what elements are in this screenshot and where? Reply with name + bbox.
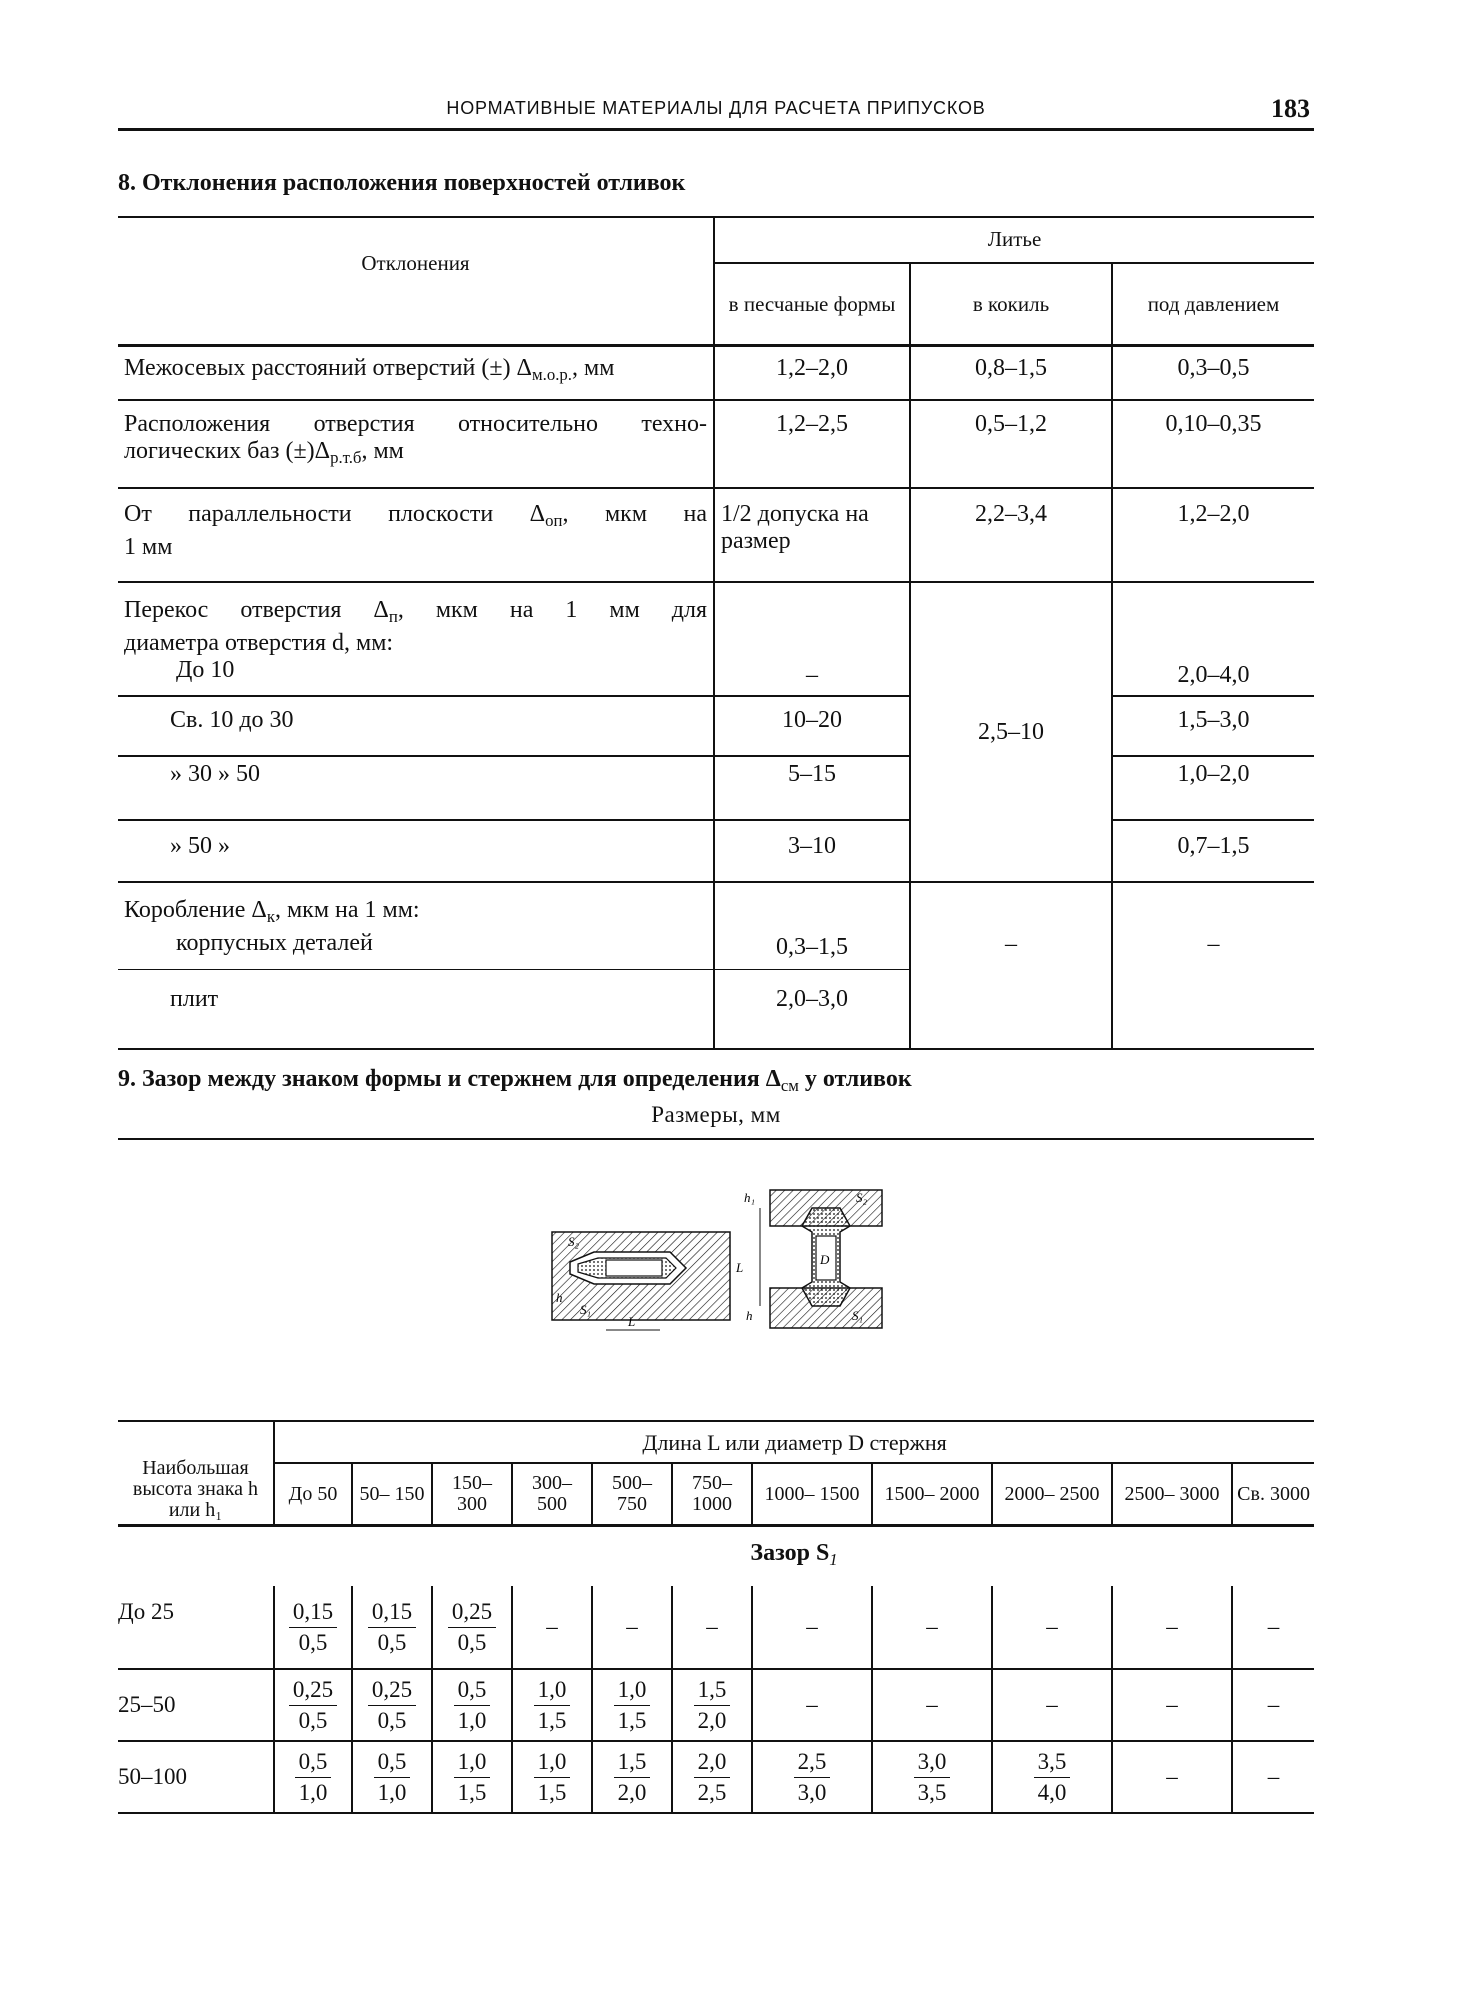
gap-cell — [872, 1669, 992, 1741]
dash: – — [806, 1692, 818, 1718]
gap-value-s1: 0,25 — [289, 1675, 337, 1706]
fraction — [289, 1675, 337, 1736]
cell-pressure: 1,0–2,0 — [1112, 756, 1314, 820]
table-row — [118, 400, 1314, 488]
table9-col-head: До 50 — [288, 1482, 338, 1505]
fraction — [368, 1675, 416, 1736]
row-label — [118, 488, 714, 582]
gap-title-text: Зазор S — [750, 1540, 830, 1566]
row-label: » 30 » 50 — [118, 756, 714, 820]
gap-value-s2: 1,0 — [457, 1707, 487, 1733]
cell-sand: 0,3–1,5 — [714, 882, 910, 970]
gap-value-s1: 2,0 — [694, 1747, 731, 1778]
gap-value-s2: 1,5 — [617, 1707, 647, 1733]
caption-text: у отливок — [798, 1066, 912, 1092]
fraction — [289, 1597, 337, 1658]
table9-gap-title — [274, 1526, 1314, 1587]
fraction — [534, 1747, 571, 1808]
gap-cell — [672, 1741, 752, 1813]
cell-chill: 0,8–1,5 — [910, 346, 1112, 401]
label-text: Коробление Δ — [124, 897, 267, 923]
label-text: Перекос отверстия Δ — [124, 597, 389, 623]
row-label — [118, 400, 714, 488]
label-subscript: п — [388, 607, 398, 627]
fraction — [614, 1675, 651, 1736]
table9-subtitle: Размеры, мм — [651, 1102, 781, 1127]
table-row — [118, 1741, 1314, 1813]
label-text: До 10 — [176, 657, 235, 684]
table-row — [118, 696, 1314, 756]
gap-cell — [432, 1741, 512, 1813]
row-label — [118, 582, 714, 696]
label-subscript: к — [266, 907, 275, 927]
table8-head-chill: в кокиль — [910, 263, 1112, 346]
table-row — [118, 756, 1314, 820]
cell-chill: 0,5–1,2 — [910, 400, 1112, 488]
gap-value-s2: 2,5 — [697, 1779, 727, 1805]
table-row — [118, 346, 1314, 401]
fraction — [1034, 1747, 1071, 1808]
gap-cell — [512, 1669, 592, 1741]
dash: – — [1046, 1614, 1058, 1640]
fraction — [368, 1597, 416, 1658]
table9-caption — [118, 1066, 912, 1096]
table8-head-casting: Литье — [714, 217, 1314, 263]
gap-cell — [992, 1586, 1112, 1669]
dash: – — [1166, 1692, 1178, 1718]
label-text: , мм — [361, 438, 404, 464]
gap-cell — [274, 1669, 352, 1741]
gap-cell — [872, 1741, 992, 1813]
dash: – — [1267, 1764, 1280, 1790]
row-label: Св. 10 до 30 — [118, 696, 714, 756]
gap-cell — [592, 1669, 672, 1741]
gap-value-s2: 1,5 — [457, 1779, 487, 1805]
dash: – — [626, 1614, 638, 1640]
gap-value-s1: 0,5 — [374, 1747, 411, 1778]
gap-value-s1: 2,5 — [794, 1747, 831, 1778]
table9-body — [118, 1586, 1314, 1813]
gap-title-subscript: 1 — [829, 1550, 838, 1570]
gap-value-s2: 0,5 — [377, 1629, 407, 1655]
fraction — [448, 1597, 496, 1658]
gap-value-s2: 0,5 — [457, 1629, 487, 1655]
cell-sand: 3–10 — [714, 820, 910, 882]
gap-cell — [1232, 1741, 1314, 1813]
gap-value-s1: 1,0 — [454, 1747, 491, 1778]
cell-pressure: 0,10–0,35 — [1112, 400, 1314, 488]
table9-col-head: Св. 3000 — [1232, 1463, 1314, 1526]
cell-sand: 1,2–2,0 — [714, 346, 910, 401]
table-row — [118, 820, 1314, 882]
cell-sand: 5–15 — [714, 756, 910, 820]
gap-cell — [992, 1669, 1112, 1741]
gap-cell — [512, 1586, 592, 1669]
gap-value-s2: 0,5 — [377, 1707, 407, 1733]
gap-cell — [872, 1586, 992, 1669]
cell-chill-warp: – — [910, 882, 1112, 1049]
gap-value-s1: 0,25 — [368, 1675, 416, 1706]
gap-value-s2: 0,5 — [298, 1629, 328, 1655]
label-s1-left: S₁ — [580, 1302, 592, 1317]
gap-value-s1: 3,0 — [914, 1747, 951, 1778]
label-text: Расположения отверстия относительно техно- — [124, 411, 707, 437]
row-label: 25–50 — [118, 1669, 274, 1741]
label-text: , мм — [572, 355, 615, 381]
label-subscript: оп — [545, 511, 563, 531]
gap-cell — [1112, 1586, 1232, 1669]
gap-cell — [1232, 1586, 1314, 1669]
table9-col-head: 500– 750 — [592, 1463, 672, 1526]
table9-col-head: 300– 500 — [512, 1463, 592, 1526]
fraction — [454, 1747, 491, 1808]
gap-cell — [274, 1741, 352, 1813]
table8-head-deviations: Отклонения — [118, 217, 714, 346]
label-text: , мкм на 1 мм для — [397, 597, 707, 623]
core-gap-figure — [540, 1180, 900, 1340]
table9-col-head: 2500– 3000 — [1112, 1463, 1232, 1526]
gap-value-s1: 1,0 — [534, 1747, 571, 1778]
dash: – — [1267, 1692, 1280, 1718]
table9-col-head: 150– 300 — [432, 1463, 512, 1526]
gap-value-s2: 3,0 — [797, 1779, 827, 1805]
row-label — [118, 882, 714, 970]
label-subscript: м.о.р. — [532, 365, 572, 385]
label-text: , мкм на — [562, 501, 707, 527]
label-s1-right: S₁ — [852, 1308, 864, 1323]
gap-cell — [352, 1741, 432, 1813]
gap-value-s2: 1,0 — [298, 1779, 328, 1805]
table-row — [118, 882, 1314, 970]
fraction — [694, 1675, 731, 1736]
gap-value-s1: 0,5 — [295, 1747, 332, 1778]
table-row — [118, 582, 1314, 696]
fraction — [694, 1747, 731, 1808]
dash: – — [546, 1614, 558, 1640]
fraction — [295, 1747, 332, 1808]
cell-pressure-warp: – — [1112, 882, 1314, 1049]
gap-cell — [432, 1669, 512, 1741]
gap-cell — [752, 1741, 872, 1813]
gap-value-s2: 2,0 — [617, 1779, 647, 1805]
row-label: плит — [118, 970, 714, 1050]
table8-head-pressure: под давлением — [1112, 263, 1314, 346]
dash: – — [1166, 1764, 1178, 1790]
caption-text: 9. Зазор между знаком формы и стержнем для определения Δ — [118, 1066, 781, 1092]
dash: – — [926, 1692, 938, 1718]
row-label — [118, 346, 714, 401]
gap-cell — [274, 1586, 352, 1669]
label-L-left: L — [628, 1314, 636, 1329]
table9-col-head: 50– 150 — [352, 1463, 432, 1526]
page-number: 183 — [1271, 94, 1310, 123]
label-s2-left: S₂ — [568, 1234, 580, 1249]
cell-pressure: 1,5–3,0 — [1112, 696, 1314, 756]
gap-value-s2: 1,5 — [537, 1707, 567, 1733]
gap-cell — [592, 1741, 672, 1813]
gap-value-s1: 0,5 — [454, 1675, 491, 1706]
fraction — [914, 1747, 951, 1808]
gap-cell — [512, 1741, 592, 1813]
running-title: НОРМАТИВНЫЕ МАТЕРИАЛЫ ДЛЯ РАСЧЕТА ПРИПУСКОВ — [446, 98, 986, 118]
table9-col-head: 2000– 2500 — [992, 1463, 1112, 1526]
gap-value-s1: 0,15 — [368, 1597, 416, 1628]
label-h1: h₁ — [744, 1190, 756, 1205]
cell-pressure: 0,3–0,5 — [1112, 346, 1314, 401]
gap-value-s1: 1,5 — [614, 1747, 651, 1778]
table8-header-row-1 — [118, 217, 1314, 263]
table8-head-sand: в песчаные формы — [714, 263, 910, 346]
label-s2-right: S₂ — [856, 1190, 868, 1205]
gap-cell — [672, 1669, 752, 1741]
row-label: » 50 » — [118, 820, 714, 882]
gap-cell — [352, 1669, 432, 1741]
gap-value-s1: 3,5 — [1034, 1747, 1071, 1778]
label-text: корпусных деталей — [176, 930, 373, 957]
gap-cell — [592, 1586, 672, 1669]
table9-col-head: 750– 1000 — [672, 1463, 752, 1526]
cell-sand: – — [714, 582, 910, 696]
gap-cell — [1232, 1669, 1314, 1741]
table9-header-row-1 — [118, 1421, 1314, 1463]
gap-value-s1: 1,5 — [694, 1675, 731, 1706]
cell-chill-skew: 2,5–10 — [910, 582, 1112, 882]
label-h: h — [556, 1290, 563, 1305]
table9-top-rule — [118, 1138, 1314, 1140]
table-row — [118, 1586, 1314, 1669]
table9-col-head: 1500– 2000 — [872, 1463, 992, 1526]
fraction — [454, 1675, 491, 1736]
label-text: 1 мм — [124, 534, 173, 561]
gap-value-s2: 4,0 — [1037, 1779, 1067, 1805]
gap-value-s1: 1,0 — [534, 1675, 571, 1706]
dash: – — [1267, 1614, 1280, 1640]
table-row — [118, 1669, 1314, 1741]
cell-pressure: 0,7–1,5 — [1112, 820, 1314, 882]
label-subscript: р.т.б — [330, 448, 362, 468]
dash: – — [706, 1614, 718, 1640]
gap-value-s2: 1,5 — [537, 1779, 567, 1805]
table9-col-head: 1000– 1500 — [752, 1463, 872, 1526]
table9-head-height: Наибольшая высота знака h или h₁ — [118, 1421, 274, 1526]
table-row — [118, 488, 1314, 582]
gap-value-s2: 1,0 — [377, 1779, 407, 1805]
table9-header-row-2 — [118, 1463, 1314, 1526]
label-text: Межосевых расстояний отверстий (±) Δ — [124, 355, 532, 381]
table9 — [118, 1420, 1314, 1814]
gap-cell — [352, 1586, 432, 1669]
dash: – — [806, 1614, 818, 1640]
cell-sand: 10–20 — [714, 696, 910, 756]
label-text: От параллельности плоскости Δ — [124, 501, 546, 527]
fraction — [614, 1747, 651, 1808]
label-L-right: L — [736, 1260, 744, 1275]
table9-head-span: Длина L или диаметр D стержня — [274, 1421, 1314, 1463]
dash: – — [1046, 1692, 1058, 1718]
table8-caption: 8. Отклонения расположения поверхностей отливок — [118, 170, 686, 196]
cell-sand: 1/2 допуска на размер — [714, 488, 910, 582]
gap-cell — [1112, 1741, 1232, 1813]
fraction — [534, 1675, 571, 1736]
table8 — [118, 216, 1314, 1050]
label-h-right: h — [746, 1308, 753, 1323]
gap-value-s1: 1,0 — [614, 1675, 651, 1706]
gap-cell — [752, 1669, 872, 1741]
gap-value-s2: 3,5 — [917, 1779, 947, 1805]
caption-subscript: см — [780, 1076, 799, 1096]
dash: – — [926, 1614, 938, 1640]
dash: – — [1166, 1614, 1178, 1640]
fraction — [374, 1747, 411, 1808]
cell-sand: 1,2–2,5 — [714, 400, 910, 488]
cell-pressure: 1,2–2,0 — [1112, 488, 1314, 582]
cell-pressure: 2,0–4,0 — [1112, 582, 1314, 696]
gap-cell — [752, 1586, 872, 1669]
cell-chill: 2,2–3,4 — [910, 488, 1112, 582]
label-text: логических баз (±)Δ — [124, 438, 331, 464]
row-label: До 25 — [118, 1586, 274, 1669]
table9-gap-title-row — [118, 1526, 1314, 1587]
label-text: диаметра отверстия d, мм: — [124, 630, 394, 657]
running-head — [118, 94, 1314, 131]
gap-cell — [1112, 1669, 1232, 1741]
gap-value-s1: 0,15 — [289, 1597, 337, 1628]
row-label: 50–100 — [118, 1741, 274, 1813]
gap-value-s2: 0,5 — [298, 1707, 328, 1733]
fraction — [794, 1747, 831, 1808]
gap-cell — [432, 1586, 512, 1669]
cell-sand: 2,0–3,0 — [714, 970, 910, 1050]
gap-cell — [672, 1586, 752, 1669]
gap-cell — [992, 1741, 1112, 1813]
label-text: , мкм на 1 мм: — [274, 897, 420, 923]
label-D: D — [820, 1252, 830, 1267]
gap-value-s1: 0,25 — [448, 1597, 496, 1628]
gap-value-s2: 2,0 — [697, 1707, 727, 1733]
